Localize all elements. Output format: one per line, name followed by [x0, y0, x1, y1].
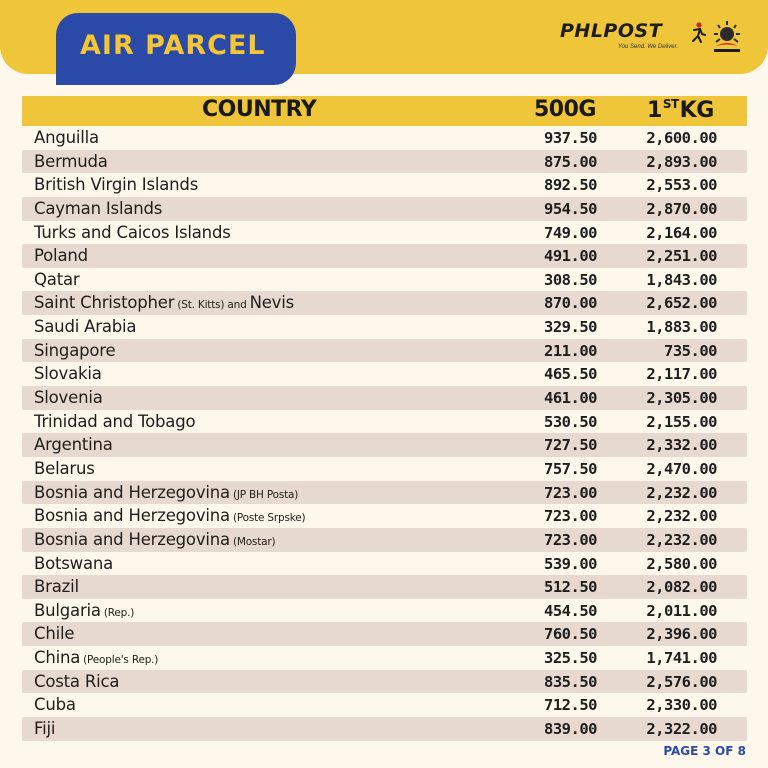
country-name: Bosnia and Herzegovina (JP BH Posta) [34, 482, 299, 502]
rate-500g: 892.50 [544, 176, 597, 195]
table-row [22, 150, 747, 174]
country-name: Singapore [34, 340, 116, 360]
rate-1st-kg: 2,396.00 [646, 625, 717, 644]
column-header-500g: 500G [534, 97, 596, 122]
table-row [22, 481, 747, 505]
rate-1st-kg: 1,741.00 [646, 649, 717, 668]
country-note: (Mostar) [232, 535, 276, 548]
country-name: Trinidad and Tobago [34, 411, 196, 431]
country-name: Bosnia and Herzegovina (Mostar) [34, 529, 276, 549]
rate-500g: 461.00 [544, 389, 597, 408]
rate-1st-kg: 1,843.00 [646, 270, 717, 289]
page-indicator: PAGE 3 OF 8 [663, 744, 746, 758]
country-note: (Rep.) [103, 606, 135, 619]
rate-500g: 491.00 [544, 247, 597, 266]
rate-1st-kg: 2,232.00 [646, 507, 717, 526]
table-row [22, 386, 747, 410]
table-row [22, 268, 747, 292]
country-name: Bermuda [34, 151, 108, 171]
table-row [22, 126, 747, 150]
country-name: Slovakia [34, 364, 102, 384]
table-row [22, 221, 747, 245]
rate-500g: 749.00 [544, 223, 597, 242]
country-name: Fiji [34, 719, 56, 739]
table-row [22, 410, 747, 434]
rate-500g: 875.00 [544, 152, 597, 171]
country-name: Slovenia [34, 388, 103, 408]
rate-1st-kg: 2,652.00 [646, 294, 717, 313]
rate-1st-kg: 2,600.00 [646, 129, 717, 147]
country-name: Cayman Islands [34, 198, 163, 218]
rate-500g: 723.00 [544, 483, 597, 502]
country-name: Cuba [34, 695, 76, 715]
rate-1st-kg: 2,330.00 [646, 696, 717, 715]
logo-wordmark: PHLPOST [560, 20, 663, 42]
rate-500g: 454.50 [544, 601, 597, 620]
column-header-country: COUNTRY [202, 97, 317, 122]
table-row [22, 457, 747, 481]
table-row [22, 173, 747, 197]
rate-500g: 325.50 [544, 649, 597, 668]
rate-1st-kg: 2,251.00 [646, 247, 717, 266]
rate-500g: 757.50 [544, 459, 597, 478]
table-header [22, 96, 747, 126]
rate-1st-kg: 2,164.00 [646, 223, 717, 242]
runner-icon [688, 22, 706, 44]
country-note: (JP BH Posta) [232, 488, 299, 501]
phlpost-logo [560, 20, 750, 64]
rate-500g: 712.50 [544, 696, 597, 715]
rate-500g: 954.50 [544, 199, 597, 218]
table-row [22, 693, 747, 717]
rate-1st-kg: 2,322.00 [646, 720, 717, 739]
country-name: Saint Christopher (St. Kitts) and Nevis [34, 293, 295, 313]
rate-500g: 760.50 [544, 625, 597, 644]
table-row [22, 244, 747, 268]
rate-1st-kg: 2,082.00 [646, 578, 717, 597]
page-title: AIR PARCEL [80, 30, 266, 61]
country-name: Bosnia and Herzegovina (Poste Srpske) [34, 506, 306, 526]
rate-1st-kg: 1,883.00 [646, 318, 717, 337]
country-name: Botswana [34, 553, 114, 573]
table-row [22, 433, 747, 457]
table-row [22, 315, 747, 339]
rate-500g: 465.50 [544, 365, 597, 384]
table-row [22, 599, 747, 623]
table-row [22, 339, 747, 363]
country-name: Argentina [34, 435, 113, 455]
table-row [22, 646, 747, 670]
rate-500g: 530.50 [544, 412, 597, 431]
table-row [22, 504, 747, 528]
bagong-pilipinas-seal-icon [710, 20, 744, 54]
rate-1st-kg: 2,893.00 [646, 152, 717, 171]
country-name: Turks and Caicos Islands [34, 222, 231, 242]
rate-1st-kg: 2,232.00 [646, 530, 717, 549]
rate-500g: 937.50 [544, 129, 597, 147]
rate-1st-kg: 2,870.00 [646, 199, 717, 218]
country-note: (People's Rep.) [83, 654, 159, 667]
table-row [22, 291, 747, 315]
country-note: (St. Kitts) and [177, 299, 247, 312]
rate-500g: 512.50 [544, 578, 597, 597]
rate-500g: 308.50 [544, 270, 597, 289]
table-row [22, 528, 747, 552]
table-body [22, 126, 747, 741]
rate-500g: 329.50 [544, 318, 597, 337]
column-header-1st-kg: 1STKG [647, 97, 714, 123]
rate-500g: 211.00 [544, 341, 597, 360]
rate-500g: 835.50 [544, 672, 597, 691]
rate-500g: 727.50 [544, 436, 597, 455]
logo-tagline: You Send. We Deliver. [618, 44, 679, 50]
rate-1st-kg: 2,232.00 [646, 483, 717, 502]
table-row [22, 717, 747, 741]
table-row [22, 362, 747, 386]
rate-1st-kg: 2,011.00 [646, 601, 717, 620]
table-row [22, 670, 747, 694]
table-row [22, 622, 747, 646]
country-note: (Poste Srpske) [232, 512, 306, 525]
country-name: Anguilla [34, 128, 99, 147]
country-name: Bulgaria (Rep.) [34, 600, 135, 620]
rate-1st-kg: 2,580.00 [646, 554, 717, 573]
rate-1st-kg: 2,576.00 [646, 672, 717, 691]
country-name: Brazil [34, 577, 79, 597]
table-row [22, 552, 747, 576]
rate-1st-kg: 735.00 [664, 341, 717, 360]
rate-1st-kg: 2,117.00 [646, 365, 717, 384]
country-name: Belarus [34, 458, 95, 478]
rate-1st-kg: 2,305.00 [646, 389, 717, 408]
country-name: Poland [34, 246, 88, 266]
country-name: Saudi Arabia [34, 317, 137, 337]
country-name: China (People's Rep.) [34, 648, 159, 668]
rate-500g: 723.00 [544, 530, 597, 549]
country-name: British Virgin Islands [34, 175, 199, 195]
rate-1st-kg: 2,155.00 [646, 412, 717, 431]
country-name: Chile [34, 624, 75, 644]
rate-1st-kg: 2,553.00 [646, 176, 717, 195]
rate-500g: 870.00 [544, 294, 597, 313]
rates-table [22, 96, 747, 741]
rate-1st-kg: 2,332.00 [646, 436, 717, 455]
table-row [22, 575, 747, 599]
rate-500g: 839.00 [544, 720, 597, 739]
table-row [22, 197, 747, 221]
country-name: Qatar [34, 269, 80, 289]
rate-500g: 723.00 [544, 507, 597, 526]
country-name: Costa Rica [34, 671, 120, 691]
rate-500g: 539.00 [544, 554, 597, 573]
rate-1st-kg: 2,470.00 [646, 459, 717, 478]
